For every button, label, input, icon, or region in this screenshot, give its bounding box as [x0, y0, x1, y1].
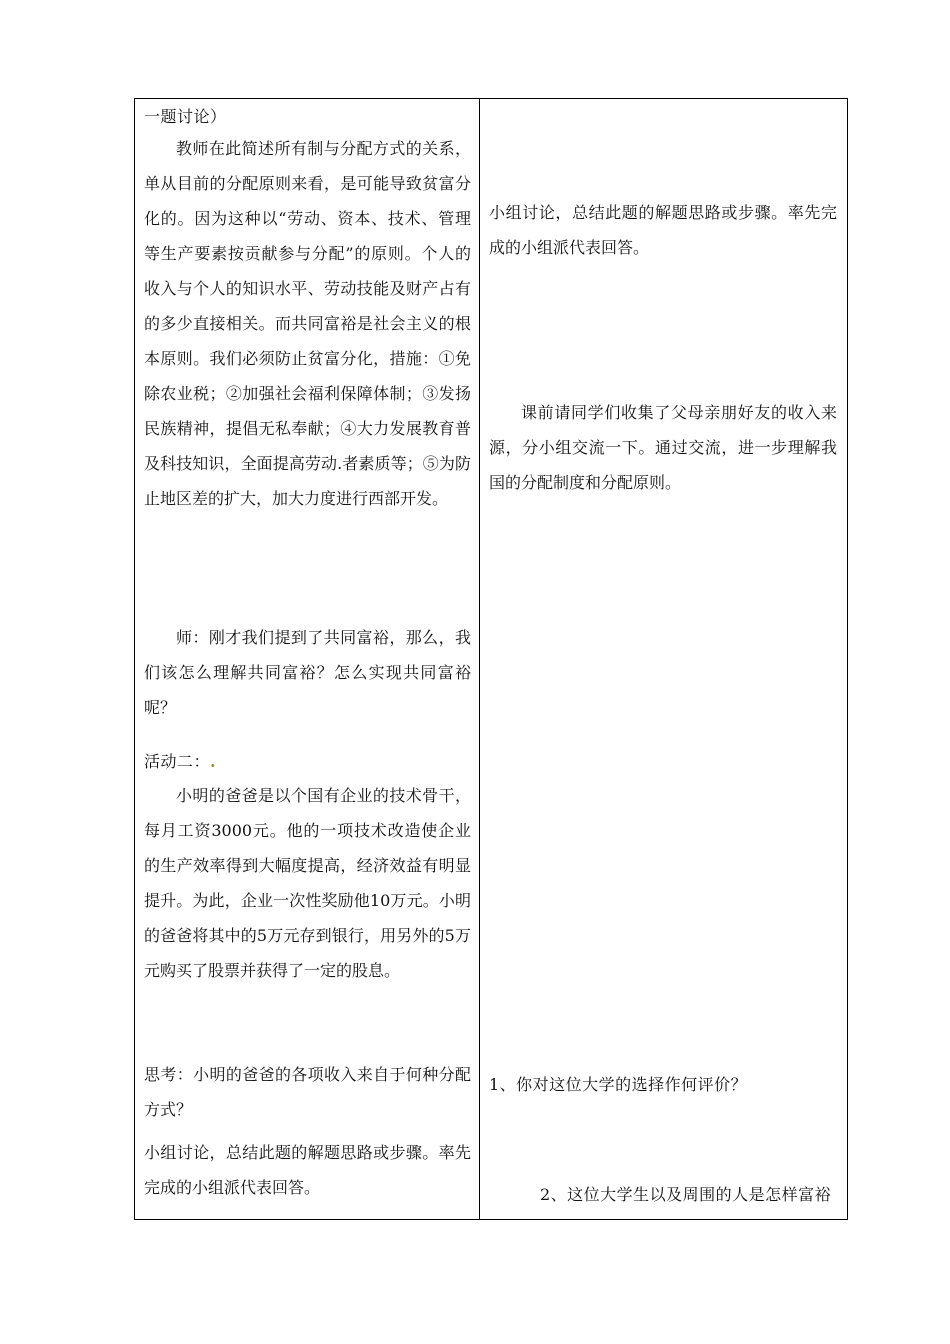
question-paragraph: 师：刚才我们提到了共同富裕，那么，我们该怎么理解共同富裕？怎么实现共同富裕呢？	[144, 628, 471, 717]
survey-paragraph: 课前请同学们收集了父母亲朋好友的收入来源，分小组交流一下。通过交流，进一步理解我国的分配制度和分配原则。	[489, 403, 837, 492]
right-column	[480, 99, 847, 1219]
left-column	[135, 99, 479, 1219]
discuss-paragraph-left: 小组讨论，总结此题的解题思路或步骤。率先完成的小组派代表回答。	[144, 1143, 471, 1197]
story-paragraph: 小明的爸爸是以个国有企业的技术骨干，每月工资3000元。他的一项技术改造使企业的生产效率得到大幅度提高，经济效益有明显提升。为此，企业一次性奖励他10万元。小明的爸爸将其中的5万元存到银行，用另外的5万元购买了股票并获得了一定的股息。	[144, 786, 471, 980]
activity-label: 活动二：	[144, 752, 211, 771]
question-2: 2、这位大学生以及周围的人是怎样富裕	[540, 1185, 832, 1204]
teacher-paragraph: 教师在此简述所有制与分配方式的关系，单从目前的分配原则来看，是可能导致贫富分化的。因为这种以“劳动、资本、技术、管理等生产要素按贡献参与分配”的原则。个人的收入与个人的知识水平、劳动技能及财产占有的多少直接相关。而共同富裕是社会主义的根本原则。我们必须防止贫富分化，措施：①免除农业税；②加强社会福利保障体制；③发扬民族精神，提倡无私奉献；④大力发展教育普及科技知识，全面提高劳动.者素质等；⑤为防止地区差的扩大，加大力度进行西部开发。	[144, 139, 471, 508]
left-top-line: 一题讨论）	[144, 107, 227, 126]
discuss-paragraph-right: 小组讨论，总结此题的解题思路或步骤。率先完成的小组派代表回答。	[489, 203, 837, 257]
lesson-table	[134, 98, 848, 1220]
activity-dot: .	[210, 752, 217, 771]
activity-heading	[144, 749, 216, 772]
question-1: 1、你对这位大学的选择作何评价？	[489, 1075, 748, 1094]
think-paragraph: 思考：小明的爸爸的各项收入来自于何种分配方式？	[144, 1065, 471, 1119]
